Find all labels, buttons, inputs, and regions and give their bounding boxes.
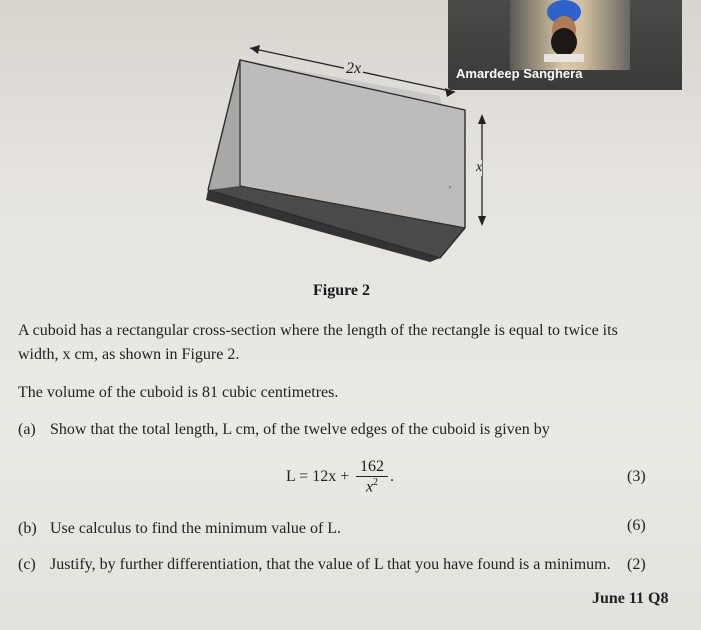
width-label: 2x xyxy=(346,60,362,77)
formula-lhs: L = 12x + xyxy=(286,468,350,485)
part-c-label: (c) xyxy=(18,556,36,573)
question-intro-line1: A cuboid has a rectangular cross-section where the length of the rectangle is equal to twice its xyxy=(18,322,618,339)
figure-caption: Figure 2 xyxy=(313,282,371,299)
part-a-label: (a) xyxy=(18,421,36,438)
question-source: June 11 Q8 xyxy=(592,590,669,607)
formula-end: . xyxy=(390,468,394,485)
formula-denominator: x xyxy=(365,478,374,496)
part-a-text: Show that the total length, L cm, of the twelve edges of the cuboid is given by xyxy=(50,421,550,438)
height-label: x xyxy=(476,160,483,175)
formula-numerator: 162 xyxy=(356,458,388,477)
person-icon xyxy=(544,0,584,62)
video-participant-tile[interactable] xyxy=(448,0,682,90)
part-b-text: Use calculus to find the minimum value of L. xyxy=(50,520,342,537)
volume-statement: The volume of the cuboid is 81 cubic centimetres. xyxy=(18,384,339,401)
part-c-marks: (2) xyxy=(627,556,646,573)
formula-fraction xyxy=(356,458,388,496)
svg-text:,: , xyxy=(449,179,452,189)
part-b-marks: (6) xyxy=(627,517,646,534)
part-a-marks: (3) xyxy=(627,468,646,485)
question-intro-line2: width, x cm, as shown in Figure 2. xyxy=(18,346,240,363)
part-b-label: (b) xyxy=(18,520,37,537)
formula-denominator-power: 2 xyxy=(373,477,379,488)
speaker-name: Amardeep Sanghera xyxy=(456,66,583,81)
part-c-text: Justify, by further differentiation, that the value of L that you have found is a minimum. xyxy=(50,556,611,573)
